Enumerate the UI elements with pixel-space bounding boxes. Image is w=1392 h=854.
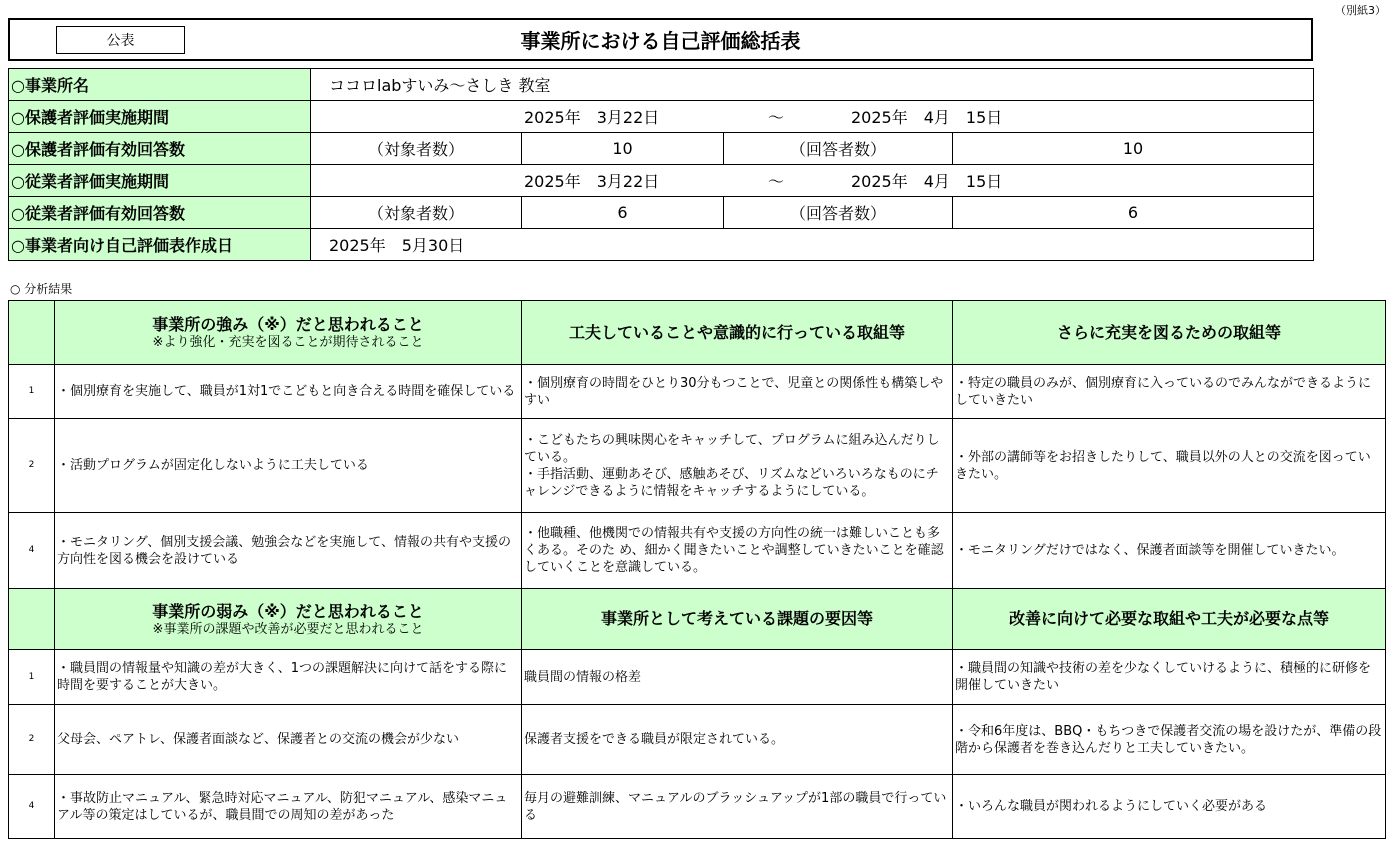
- analysis-section-label: ○ 分析結果: [10, 282, 73, 296]
- table-row: [9, 705, 1386, 775]
- strength-cell: ・活動プログラムが固定化しないように工夫している: [55, 419, 522, 513]
- staff-period-start: 2025年 3月22日: [524, 172, 660, 191]
- improve-cell: ・職員間の知識や技術の差を少なくしていけるように、積極的に研修を開催していきたい: [953, 650, 1386, 705]
- strengths-header: [55, 301, 522, 365]
- staff-period-value: [311, 165, 1314, 197]
- weaknesses-header-title: 事業所の弱み（※）だと思われること: [152, 601, 424, 621]
- cause-cell: 毎月の避難訓練、マニュアルのブラッシュアップが1部の職員で行っている: [522, 775, 953, 839]
- staff-answer-value: 6: [953, 197, 1314, 229]
- created-date-label: ○事業者向け自己評価表作成日: [9, 229, 311, 261]
- staff-period-end: 2025年 4月 15日: [851, 172, 1003, 191]
- weakness-cell: 父母会、ペアトレ、保護者面談など、保護者との交流の機会が少ない: [55, 705, 522, 775]
- effort-cell: ・個別療育の時間をひとり30分もつことで、児童との関係性も構築しやすい: [522, 365, 953, 419]
- info-row-guardian-period: [9, 101, 1314, 133]
- staff-period-tilde: 〜: [768, 172, 785, 191]
- table-row: [9, 650, 1386, 705]
- guardian-target-value: 10: [522, 133, 724, 165]
- info-row-created: [9, 229, 1314, 261]
- strengths-header-title: 事業所の強み（※）だと思われること: [152, 315, 424, 334]
- guardian-count-label: ○保護者評価有効回答数: [9, 133, 311, 165]
- guardian-answer-label: （回答者数）: [724, 133, 953, 165]
- page-title: 事業所における自己評価総括表: [520, 29, 801, 53]
- row-number: 1: [9, 365, 55, 419]
- improve-cell: ・外部の講師等をお招きしたりして、職員以外の人との交流を図っていきたい。: [953, 419, 1386, 513]
- cause-cell: 保護者支援をできる職員が限定されている。: [522, 705, 953, 775]
- info-row-staff-count: [9, 197, 1314, 229]
- table-row: [9, 775, 1386, 839]
- row-number: 2: [9, 705, 55, 775]
- improve-cell: ・令和6年度は、BBQ・もちつきで保護者交流の場を設けたが、準備の段階から保護者を巻き込んだりと工夫していきたい。: [953, 705, 1386, 775]
- weaknesses-header-sub: ※事業所の課題や改善が必要だと思われること: [152, 621, 424, 637]
- weaknesses-header: [55, 589, 522, 650]
- table-row: [9, 365, 1386, 419]
- guardian-target-label: （対象者数）: [311, 133, 522, 165]
- strengths-header-sub: ※より強化・充実を図ることが期待されること: [152, 335, 424, 350]
- guardian-period-start: 2025年 3月22日: [524, 108, 660, 127]
- staff-count-label: ○従業者評価有効回答数: [9, 197, 311, 229]
- office-name-value: ココロlabすいみ〜さしき 教室: [311, 69, 1314, 101]
- table-row: [9, 419, 1386, 513]
- strength-cell: ・モニタリング、個別支援会議、勉強会などを実施して、情報の共有や支援の方向性を図る機会を設けている: [55, 513, 522, 589]
- guardian-period-tilde: 〜: [768, 108, 785, 127]
- created-date-value: 2025年 5月30日: [311, 229, 1314, 261]
- guardian-period-label: ○保護者評価実施期間: [9, 101, 311, 133]
- guardian-period-value: [311, 101, 1314, 133]
- table-row: [9, 513, 1386, 589]
- staff-answer-label: （回答者数）: [724, 197, 953, 229]
- guardian-period-end: 2025年 4月 15日: [851, 108, 1003, 127]
- improve-cell: ・特定の職員のみが、個別療育に入っているのでみんながで​きるようにしていきたい: [953, 365, 1386, 419]
- effort-cell: ・こどもたちの興味関心をキャッチして、プログラムに組み込んだりしている。 ・手指活動、運動あそび、感触あそび、リズムなどいろいろなものにチャレンジできるように情報をキャッチするようにしている。: [522, 419, 953, 513]
- weaknesses-improve-header: 改善に向けて必要な取組や工夫が必要な点等: [953, 589, 1386, 650]
- title-box: [8, 18, 1313, 61]
- row-number: 2: [9, 419, 55, 513]
- guardian-answer-value: 10: [953, 133, 1314, 165]
- strength-cell: ・個別療育を実施して、職員が1対1でこどもと向き合える時間を確保している: [55, 365, 522, 419]
- weakness-cell: ・職員間の情報量や知識の差が大きく、1つの課題解決に向けて話をする際に時間を要することが大きい。: [55, 650, 522, 705]
- improve-cell: ・モニタリングだけではなく、保護者面談等を開催していきたい。: [953, 513, 1386, 589]
- staff-target-value: 6: [522, 197, 724, 229]
- staff-period-label: ○従業者評価実施期間: [9, 165, 311, 197]
- row-number: 1: [9, 650, 55, 705]
- info-row-guardian-count: [9, 133, 1314, 165]
- info-table: [8, 68, 1314, 261]
- improve-cell: ・いろんな職員が関われるようにしていく必要がある: [953, 775, 1386, 839]
- cause-cell: 職員間の情報の格差: [522, 650, 953, 705]
- office-name-label: ○事業所名: [9, 69, 311, 101]
- header-number-cell: [9, 301, 55, 365]
- strengths-header-row: [9, 301, 1386, 365]
- strengths-efforts-header: 工夫していることや意識的に行っている取組等: [522, 301, 953, 365]
- weaknesses-header-row: [9, 589, 1386, 650]
- weaknesses-cause-header: 事業所として考えている課題の要因等: [522, 589, 953, 650]
- public-badge: 公表: [56, 26, 185, 54]
- header-number-cell: [9, 589, 55, 650]
- weakness-cell: ・事故防止マニュアル、緊急時対応マニュアル、防犯マニュアル、感染マニュアル等の策定はしているが、職員間での周知の差があった: [55, 775, 522, 839]
- row-number: 4: [9, 775, 55, 839]
- info-row-staff-period: [9, 165, 1314, 197]
- analysis-table: [8, 300, 1386, 839]
- row-number: 4: [9, 513, 55, 589]
- info-row-office: [9, 69, 1314, 101]
- staff-target-label: （対象者数）: [311, 197, 522, 229]
- strengths-improve-header: さらに充実を図るための取組等: [953, 301, 1386, 365]
- appendix-label: （別紙3）: [1335, 4, 1386, 17]
- effort-cell: ・他職種、他機関での情報共有や支援の方向性の統一は難しいことも多くある。そのた め、細かく聞きたいことや調整していきたいことを確認していくことを意識している。: [522, 513, 953, 589]
